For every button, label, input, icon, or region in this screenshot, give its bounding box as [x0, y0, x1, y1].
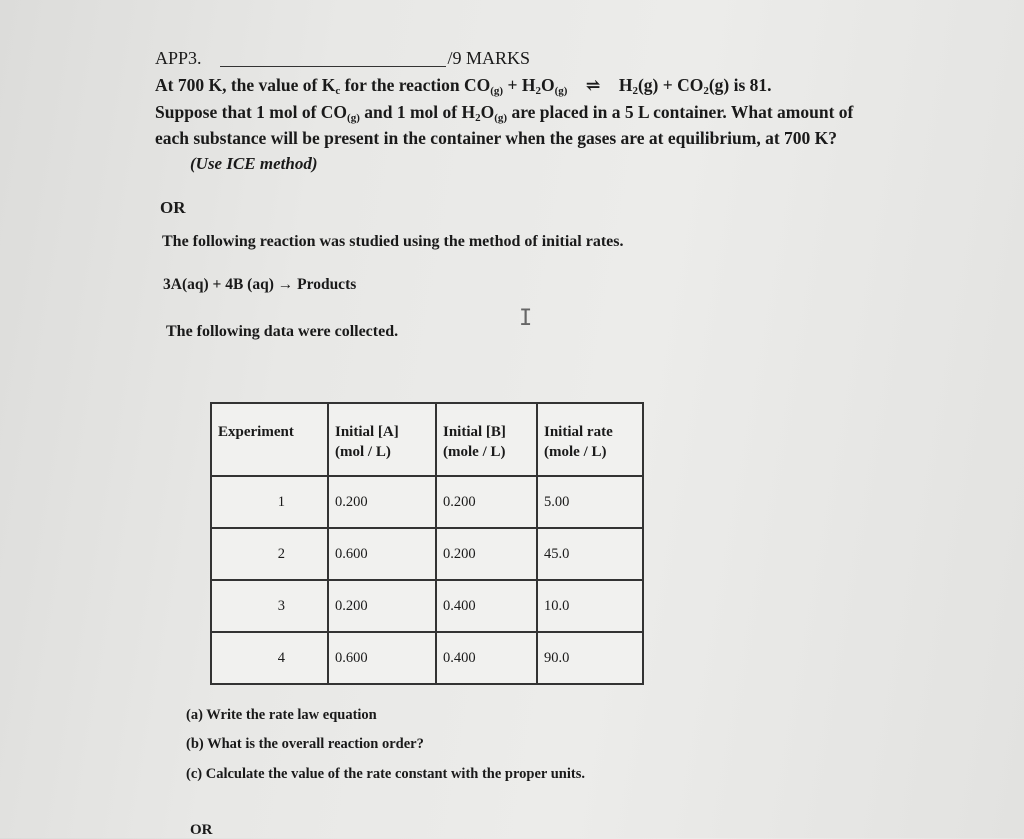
cell-b: 0.400: [436, 580, 537, 632]
equilibrium-arrow: ⇌: [585, 75, 601, 95]
table-row: [211, 476, 643, 528]
text-cursor-icon: I: [519, 306, 533, 331]
part-c: (c) Calculate the value of the rate constant with the proper units.: [186, 766, 585, 782]
part-b: (b) What is the overall reaction order?: [186, 736, 424, 752]
table-row: [211, 632, 643, 684]
cell-a: 0.200: [328, 580, 436, 632]
or-label: OR: [160, 198, 186, 217]
rate-data-table: [210, 402, 644, 685]
method-note: (Use ICE method): [190, 154, 318, 173]
question-id: APP3.: [155, 48, 202, 68]
cell-rate: 45.0: [537, 528, 643, 580]
cell-rate: 90.0: [537, 632, 643, 684]
cell-b: 0.200: [436, 528, 537, 580]
cell-a: 0.200: [328, 476, 436, 528]
cell-experiment: 1: [211, 476, 328, 528]
question-header: [155, 48, 530, 69]
cell-rate: 10.0: [537, 580, 643, 632]
cell-experiment: 4: [211, 632, 328, 684]
cell-rate: 5.00: [537, 476, 643, 528]
data-intro: The following data were collected.: [166, 323, 399, 340]
reaction-equation: 3A(aq) + 4B (aq) → Products: [163, 276, 357, 293]
cell-b: 0.200: [436, 476, 537, 528]
question-line-3: each substance will be present in the container when the gases are at equilibrium, at 700 K?: [155, 128, 838, 148]
rates-intro: The following reaction was studied using the method of initial rates.: [162, 233, 624, 250]
cell-experiment: 2: [211, 528, 328, 580]
cell-a: 0.600: [328, 528, 436, 580]
part-a: (a) Write the rate law equation: [186, 707, 377, 723]
name-blank: [220, 52, 446, 67]
header-initial-a: Initial [A] (mol / L): [328, 403, 436, 476]
cell-a: 0.600: [328, 632, 436, 684]
table-header-row: [211, 403, 643, 476]
cell-experiment: 3: [211, 580, 328, 632]
marks-label: /9 MARKS: [447, 48, 531, 68]
question-line-1: At 700 K, the value of $K_c$ for the reaction $CO_{(g)} + H_2O_{(g)}$ ⇌ $H_2(g) + CO_2(g)$ is 81.: [155, 75, 772, 97]
header-experiment: Experiment: [211, 403, 328, 476]
header-initial-b: Initial [B] (mole / L): [436, 403, 537, 476]
cell-b: 0.400: [436, 632, 537, 684]
table-row: [211, 580, 643, 632]
table-row: [211, 528, 643, 580]
or-bottom-label: OR: [190, 822, 213, 838]
header-initial-rate: Initial rate (mole / L): [537, 403, 643, 476]
question-line-2: Suppose that 1 mol of $CO_{(g)}$ and 1 mol of $H_2O_{(g)}$ are placed in a 5 L container. What amount of: [155, 102, 854, 124]
